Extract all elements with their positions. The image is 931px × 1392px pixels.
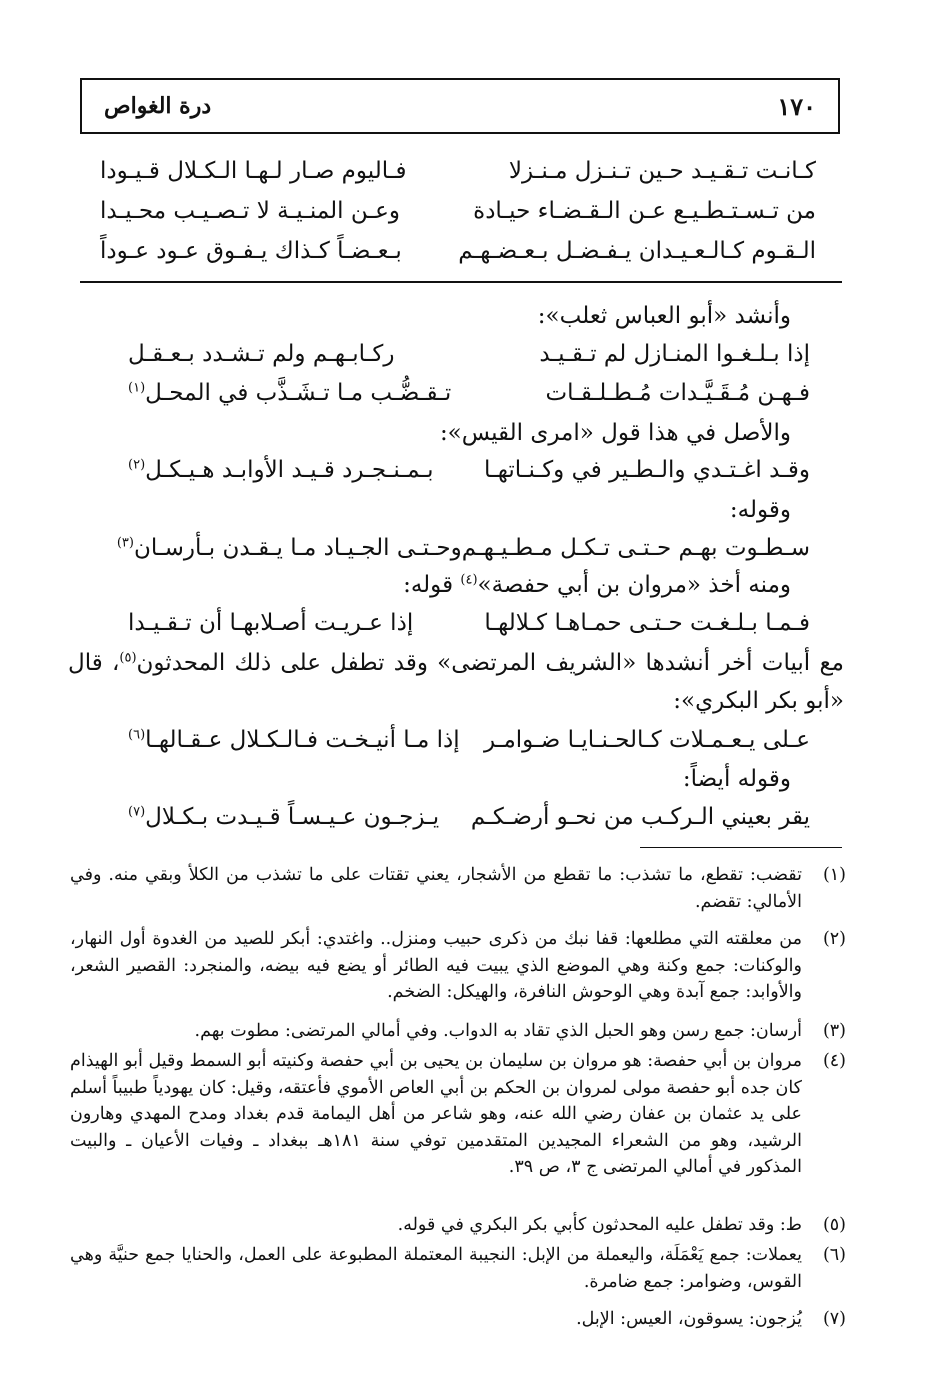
hemistich-text: بـمـنـجـرد قـيـد الأوابـد هـيـكـل [145,457,434,483]
footnote-ref: (٧) [128,804,146,820]
verse-second-hemistich: بـعـضـاً كـذاك يـفـوق عـود عـوداً [100,238,402,264]
verse-row-2 [128,380,810,406]
body-text: مع أبيات أخر أنشدها «الشريف المرتضى» وقد تطفل على ذلك المحدثون [136,650,845,676]
verse-first-hemistich: من تـسـتـطـيـع عـن الـقـضـاء حيـادة [473,198,816,224]
footnote-number: (٤) [822,1051,846,1071]
verse-second-hemistich [117,535,462,561]
verse-first-hemistich: يقر بعيني الـركـب من نحـو أرضـكـم [470,804,810,830]
footnote-2 [70,926,846,1006]
footnote-divider [640,847,842,848]
body-line-2 [440,420,791,446]
footnote-ref: (٢) [128,457,146,473]
footnote-text: تقضب: تقطع، ما تشذب: ما تقطع من الأشجار، يعني تقتات على ما تشذب من الكلأ وبقي منه. وفي الأمالي: تقضم. [70,865,802,912]
verse-first-hemistich: كـانـت تـقـيـد حـين تـنـزل مـنـزلا [508,158,816,184]
verse-second-hemistich: إذا عـريـت أصـلابهـا أن تـقـيـدا [128,610,414,636]
footnote-text: من معلقته التي مطلعها: قفا نبك من ذكرى حبيب ومنزل.. واغتدي: أبكر للصيد من الغدوة أول النهار، والوكنات: جمع وكنة وهي الموضع الذي يبيت فيه الطائر أو يضع فيه بيضه، والمنجرد: القصير الشعر، والأوابد: جمع آبدة وهي الوحوش النافرة، والهيكل: الضخم. [70,929,802,1002]
footnote-1 [70,862,846,915]
book-title: درة الغواص [104,93,212,119]
verse-row-3 [128,457,810,483]
footnote-number: (٢) [822,929,846,949]
body-text: قوله: [403,572,461,598]
footnote-number: (٣) [822,1021,846,1041]
footnote-text: يعملات: جمع يَعْمَلَة، واليعملة من الإبل: النجيبة المعتملة المطبوعة على العمل، والحنايا جمع حنيَّة وهي القوس، وضوامر: جمع ضامرة. [70,1245,802,1292]
poem-divider [80,281,842,283]
verse-second-hemistich: وعـن المنـيـة لا تـصـيـب محـيـدا [100,198,400,224]
top-verse-1 [100,158,816,184]
footnote-3 [70,1018,846,1045]
verse-first-hemistich: فـمـا بـلـغـت حـتـى حمـاهـا كـلالهـا [484,610,810,636]
verse-second-hemistich [128,380,451,406]
body-text: ومنه أخذ «مروان بن أبي حفصة» [477,572,791,598]
top-verse-2 [100,198,816,224]
body-text: وقوله أيضاً: [682,766,791,792]
verse-first-hemistich: عـلى يـعـمـلات كـالحـنـايـا ضـوامـر [484,727,810,753]
footnote-7 [70,1306,846,1333]
verse-second-hemistich: ركـابـهـم ولم تـشـدد بـعـقـل [128,341,395,367]
verse-row-1 [128,341,810,367]
body-text: وأنشد «أبو العباس ثعلب»: [537,303,791,329]
verse-second-hemistich: فـاليوم صـار لـهـا الـكـلال قـيـودا [100,158,407,184]
verse-first-hemistich: سـطـوت بهـم حـتـى تـكـل مـطـيـهـم [461,535,810,561]
verse-first-hemistich: الـقـوم كـالـعـيـدان يـفـضـل بـعـضـهـم [458,238,816,264]
verse-row-6 [128,727,810,753]
footnote-6 [70,1242,846,1295]
verse-second-hemistich [128,457,434,483]
body-line-4 [403,572,791,598]
body-text: والأصل في هذا قول «امرى القيس»: [439,420,791,446]
hemistich-text: تـقـضُّـب مـا تـشَـذَّب في المحـل [145,380,452,406]
page-number: ١٧٠ [777,91,816,121]
footnote-5 [70,1212,846,1239]
footnote-ref: (١) [128,380,146,396]
verse-first-hemistich: فـهـن مُـقَـيَّـدات مُـطـلـقـات [545,380,810,406]
verse-second-hemistich [128,804,439,830]
footnote-text: مروان بن أبي حفصة: هو مروان بن سليمان بن يحيى بن أبي حفصة وكنيته أبو السمط وقيل أبو الهيذام كان جده أبو حفصة مولى لمروان بن الحكم بن أبي العاص الأموي فأعتقه، وقيل: كان يهودياً طبيباً أسلم على يد عثمان بن عفان رضي الله عنه، وهو شاعر من أهل اليمامة قدم بغداد ومدح المهدي وهارون الرشيد، وهو من الشعراء المجيدين المتقدمين توفي سنة ١٨١هـ ببغداد ـ وفيات الأعيان ـ والبيت المذكور في أمالي المرتضى ج ٣، ص ٣٩. [70,1051,802,1177]
body-line-5 [683,766,791,792]
footnote-number: (١) [822,865,846,885]
footnote-text: أرسان: جمع رسن وهو الحبل الذي تقاد به الدواب. وفي أمالي المرتضى: مطوت بهم. [194,1021,802,1041]
footnote-text: يُزجون: يسوقون، العيس: الإبل. [576,1309,802,1329]
footnote-number: (٥) [822,1215,846,1235]
footnote-ref: (٦) [128,727,146,743]
hemistich-text: وحـتـى الجـيـاد مـا يـقـدن بـأرسـان [133,535,462,561]
hemistich-text: إذا مـا أنيـخـت فـالـكـلال عـقـالهـا [145,727,460,753]
footnote-text: ط: وقد تطفل عليه المحدثون كأبي بكر البكري في قوله. [397,1215,802,1235]
footnote-ref: (٤) [460,572,478,588]
body-line-1 [538,303,791,329]
body-paragraph-line-1 [68,650,844,676]
body-text: وقوله: [729,497,791,523]
footnote-number: (٦) [822,1245,846,1265]
footnote-ref: (٥) [119,650,137,666]
verse-row-4 [116,535,810,561]
body-text: ، قال [68,650,120,676]
top-verse-3 [100,238,816,264]
body-text: «أبو بكر البكري»: [673,688,844,714]
verse-first-hemistich: إذا بـلـغـوا المنـازل لم تـقـيـد [539,341,810,367]
footnote-4 [70,1048,846,1181]
hemistich-text: يـزجـون عـيـسـاً قـيـدت بـكـلال [145,804,440,830]
verse-row-5 [128,610,810,636]
footnote-ref: (٣) [116,535,134,551]
page-header [80,78,840,134]
verse-row-7 [128,804,810,830]
footnote-number: (٧) [822,1309,846,1329]
body-line-3 [730,497,791,523]
verse-first-hemistich: وقـد اغـتـدي والـطـير في وكـنـاتهـا [484,457,810,483]
verse-second-hemistich [128,727,460,753]
body-paragraph-line-2 [68,688,844,714]
